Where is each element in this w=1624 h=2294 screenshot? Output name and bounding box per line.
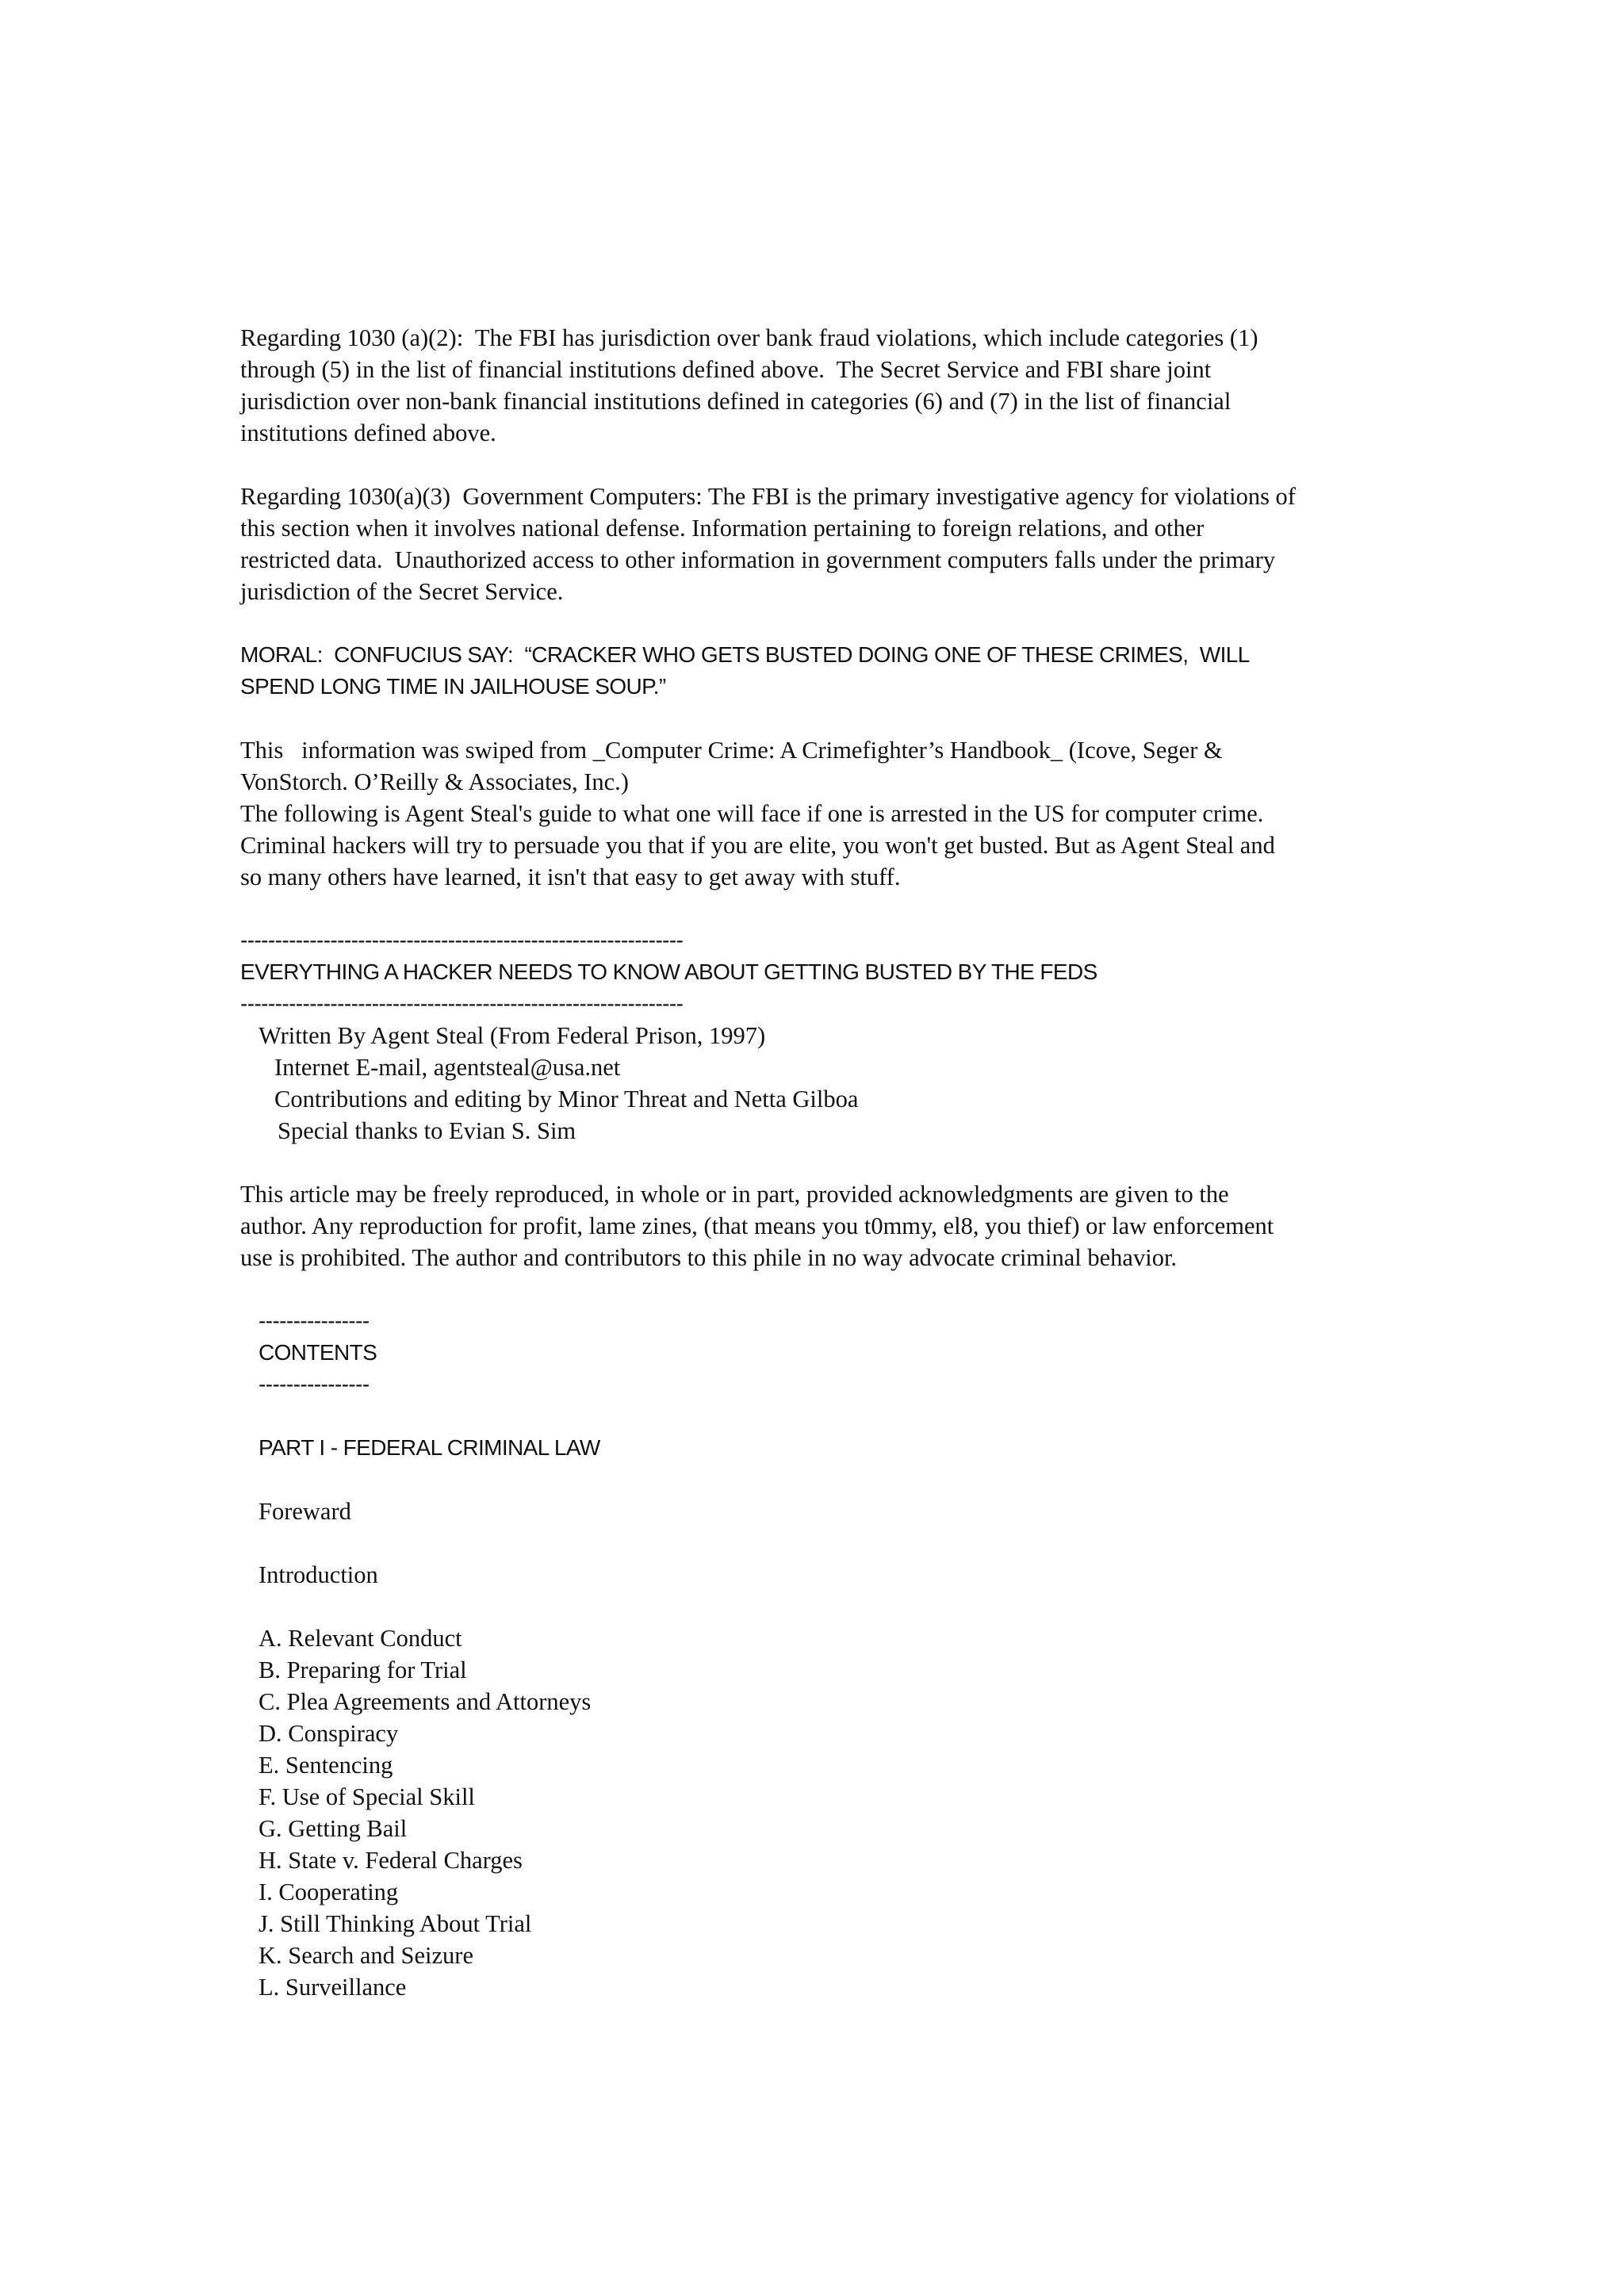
credits-written-by: Written By Agent Steal (From Federal Prison, 1997) <box>259 1022 766 1049</box>
contents-item: H. State v. Federal Charges <box>259 1847 523 1874</box>
header-rule-top: ---------------------------------------------------------------- <box>240 928 684 952</box>
contents-item: F. Use of Special Skill <box>259 1783 475 1810</box>
paragraph-1030a2-line: through (5) in the list of financial institutions defined above. The Secret Service and FBI share joint <box>240 356 1212 383</box>
contents-item: C. Plea Agreements and Attorneys <box>259 1688 592 1715</box>
credits-thanks: Special thanks to Evian S. Sim <box>278 1117 576 1144</box>
credits-email: Internet E-mail, agentsteal@usa.net <box>274 1054 621 1081</box>
intro-line: Criminal hackers will try to persuade you that if you are elite, you won't get busted. But as Agent Steal and <box>240 832 1275 859</box>
contents-rule-top: ---------------- <box>259 1308 370 1333</box>
contents-foreward: Foreward <box>259 1498 351 1525</box>
disclaimer-line: use is prohibited. The author and contributors to this phile in no way advocate criminal behavior. <box>240 1244 1178 1271</box>
contents-part-title: PART I - FEDERAL CRIMINAL LAW <box>259 1435 600 1460</box>
paragraph-1030a3-line: Regarding 1030(a)(3) Government Computers: The FBI is the primary investigative agency for violations of <box>240 483 1296 510</box>
article-title: EVERYTHING A HACKER NEEDS TO KNOW ABOUT GETTING BUSTED BY THE FEDS <box>240 959 1097 984</box>
contents-item: D. Conspiracy <box>259 1720 399 1747</box>
source-note-line: VonStorch. O’Reilly & Associates, Inc.) <box>240 768 629 795</box>
paragraph-1030a2-line: institutions defined above. <box>240 419 496 446</box>
contents-introduction: Introduction <box>259 1561 378 1588</box>
paragraph-1030a3-line: jurisdiction of the Secret Service. <box>240 578 564 605</box>
contents-item: L. Surveillance <box>259 1974 407 2001</box>
contents-rule-bottom: ---------------- <box>259 1372 370 1396</box>
paragraph-1030a2-line: Regarding 1030 (a)(2): The FBI has jurisdiction over bank fraud violations, which include categories (1) <box>240 324 1258 351</box>
contents-item: G. Getting Bail <box>259 1815 408 1842</box>
paragraph-1030a3-line: restricted data. Unauthorized access to other information in government computers falls under the primary <box>240 546 1276 573</box>
disclaimer-line: This article may be freely reproduced, in whole or in part, provided acknowledgments are given to the <box>240 1181 1229 1208</box>
paragraph-1030a3-line: this section when it involves national defense. Information pertaining to foreign relations, and other <box>240 515 1205 542</box>
moral-line: SPEND LONG TIME IN JAILHOUSE SOUP.” <box>240 674 666 699</box>
contents-item: A. Relevant Conduct <box>259 1625 462 1652</box>
contents-item: I. Cooperating <box>259 1878 399 1905</box>
intro-line: The following is Agent Steal's guide to what one will face if one is arrested in the US for computer crime. <box>240 800 1264 827</box>
moral-line: MORAL: CONFUCIUS SAY: “CRACKER WHO GETS BUSTED DOING ONE OF THESE CRIMES, WILL <box>240 642 1250 667</box>
credits-contributions: Contributions and editing by Minor Threat and Netta Gilboa <box>274 1086 859 1113</box>
source-note-line: This information was swiped from _Computer Crime: A Crimefighter’s Handbook_ (Icove, Seger & <box>240 737 1223 764</box>
intro-line: so many others have learned, it isn't that easy to get away with stuff. <box>240 864 901 890</box>
paragraph-1030a2-line: jurisdiction over non-bank financial institutions defined in categories (6) and (7) in the list of financial <box>240 388 1231 415</box>
contents-item: E. Sentencing <box>259 1752 393 1779</box>
contents-item: J. Still Thinking About Trial <box>259 1910 532 1937</box>
contents-item: B. Preparing for Trial <box>259 1656 467 1683</box>
contents-item: K. Search and Seizure <box>259 1942 474 1969</box>
disclaimer-line: author. Any reproduction for profit, lame zines, (that means you t0mmy, el8, you thief) or law enforcement <box>240 1212 1274 1239</box>
header-rule-bottom: ---------------------------------------------------------------- <box>240 991 684 1016</box>
contents-heading: CONTENTS <box>259 1340 377 1365</box>
